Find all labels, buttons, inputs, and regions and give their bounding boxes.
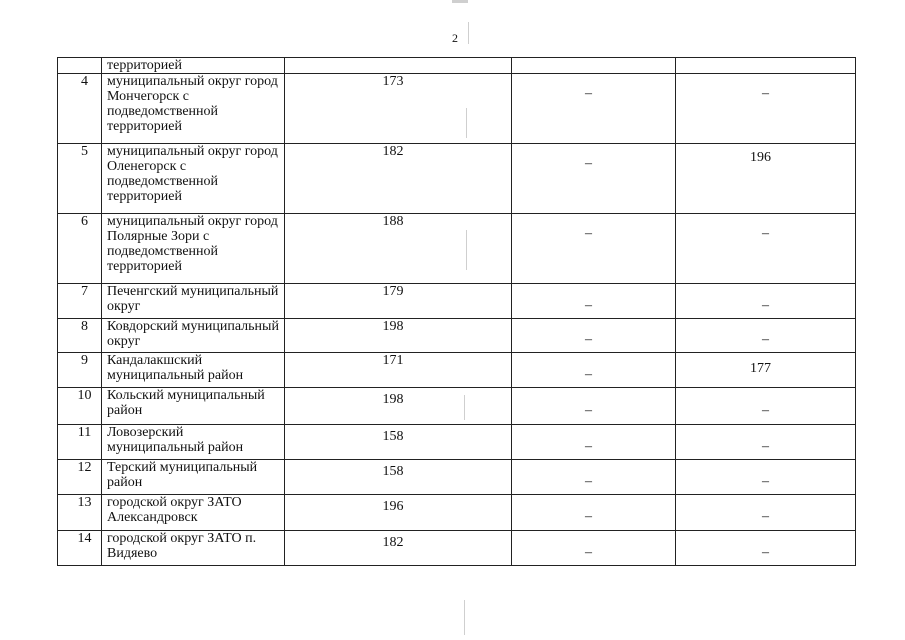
cell-num: 11 <box>58 425 102 460</box>
cell-v2-text: – <box>585 366 592 382</box>
cell-name: городской округ ЗАТО Александровск <box>102 495 285 531</box>
cell-v1: 182 <box>285 144 512 214</box>
cell-v2-text: – <box>585 226 592 241</box>
cell-v3-text: – <box>762 544 769 560</box>
page-number: 2 <box>452 31 458 45</box>
cell-name: Ловозерский муниципальный район <box>102 425 285 460</box>
cell-v1: 188 <box>285 214 512 284</box>
table-row <box>58 214 856 284</box>
cell-v1: 173 <box>285 74 512 144</box>
scan-artifact <box>468 22 469 44</box>
cell-v2 <box>512 74 676 144</box>
cell-v1: 198 <box>285 388 512 425</box>
cell-v3 <box>676 425 856 460</box>
cell-v2 <box>512 58 676 74</box>
cell-v3-text: – <box>762 297 769 313</box>
cell-v2 <box>512 531 676 566</box>
cell-v3 <box>676 58 856 74</box>
table-row <box>58 495 856 531</box>
table-row <box>58 319 856 353</box>
cell-v1: 158 <box>285 460 512 495</box>
scan-artifact <box>452 0 468 3</box>
cell-v2 <box>512 214 676 284</box>
cell-num: 12 <box>58 460 102 495</box>
cell-name: муниципальный округ город Мончегорск с подведомственной территорией <box>102 74 285 144</box>
cell-v2-text: – <box>585 509 592 524</box>
cell-name: территорией <box>102 58 285 74</box>
cell-v2 <box>512 425 676 460</box>
table-row <box>58 460 856 495</box>
cell-v2 <box>512 319 676 353</box>
table-row <box>58 284 856 319</box>
cell-v2-text: – <box>585 297 592 313</box>
cell-v2-text: – <box>585 438 592 454</box>
cell-v3 <box>676 319 856 353</box>
cell-v2-text: – <box>585 402 592 418</box>
cell-v1: 198 <box>285 319 512 353</box>
cell-num <box>58 58 102 74</box>
cell-num: 9 <box>58 353 102 388</box>
cell-v2-text: – <box>585 86 592 101</box>
cell-v3 <box>676 284 856 319</box>
table-row <box>58 425 856 460</box>
cell-v2-text: – <box>585 473 592 489</box>
cell-v2 <box>512 388 676 425</box>
cell-name: Кандалакшский муниципальный район <box>102 353 285 388</box>
cell-v3 <box>676 460 856 495</box>
cell-v2-text: – <box>585 156 592 171</box>
cell-name: муниципальный округ город Полярные Зори с подведомственной территорией <box>102 214 285 284</box>
table-row <box>58 531 856 566</box>
table-row <box>58 353 856 388</box>
table-row <box>58 144 856 214</box>
cell-v1 <box>285 58 512 74</box>
table-row <box>58 74 856 144</box>
cell-name: муниципальный округ город Оленегорск с подведомственной территорией <box>102 144 285 214</box>
table-row <box>58 388 856 425</box>
cell-name: городской округ ЗАТО п. Видяево <box>102 531 285 566</box>
cell-num: 8 <box>58 319 102 353</box>
cell-v3: 196 <box>676 144 856 214</box>
cell-v3-text: – <box>762 402 769 418</box>
cell-v1: 179 <box>285 284 512 319</box>
cell-v1: 171 <box>285 353 512 388</box>
cell-v1: 196 <box>285 495 512 531</box>
cell-v2 <box>512 353 676 388</box>
cell-v3-text: – <box>762 226 769 241</box>
cell-num: 14 <box>58 531 102 566</box>
cell-num: 4 <box>58 74 102 144</box>
table-body <box>58 58 856 566</box>
data-table <box>57 57 856 566</box>
cell-v3 <box>676 74 856 144</box>
cell-v3: 177 <box>676 353 856 388</box>
cell-v2-text: – <box>585 332 592 347</box>
table-row-continuation <box>58 58 856 74</box>
cell-name: Кольский муниципальный район <box>102 388 285 425</box>
cell-v3 <box>676 388 856 425</box>
cell-v3-text: – <box>762 86 769 101</box>
cell-v1: 158 <box>285 425 512 460</box>
cell-name: Печенгский муниципальный округ <box>102 284 285 319</box>
cell-num: 7 <box>58 284 102 319</box>
cell-v2 <box>512 495 676 531</box>
cell-name: Ковдорский муниципальный округ <box>102 319 285 353</box>
cell-v2 <box>512 144 676 214</box>
cell-num: 13 <box>58 495 102 531</box>
cell-num: 6 <box>58 214 102 284</box>
cell-v3 <box>676 214 856 284</box>
cell-v3-text: – <box>762 509 769 524</box>
cell-v2-text: – <box>585 544 592 560</box>
scan-artifact <box>464 600 465 635</box>
cell-num: 10 <box>58 388 102 425</box>
cell-name: Терский муниципальный район <box>102 460 285 495</box>
cell-v3-text: – <box>762 473 769 489</box>
cell-v3 <box>676 531 856 566</box>
cell-v3 <box>676 495 856 531</box>
cell-v2 <box>512 284 676 319</box>
cell-v1: 182 <box>285 531 512 566</box>
cell-v3-text: – <box>762 438 769 454</box>
cell-v3-text: – <box>762 332 769 347</box>
cell-num: 5 <box>58 144 102 214</box>
cell-v2 <box>512 460 676 495</box>
